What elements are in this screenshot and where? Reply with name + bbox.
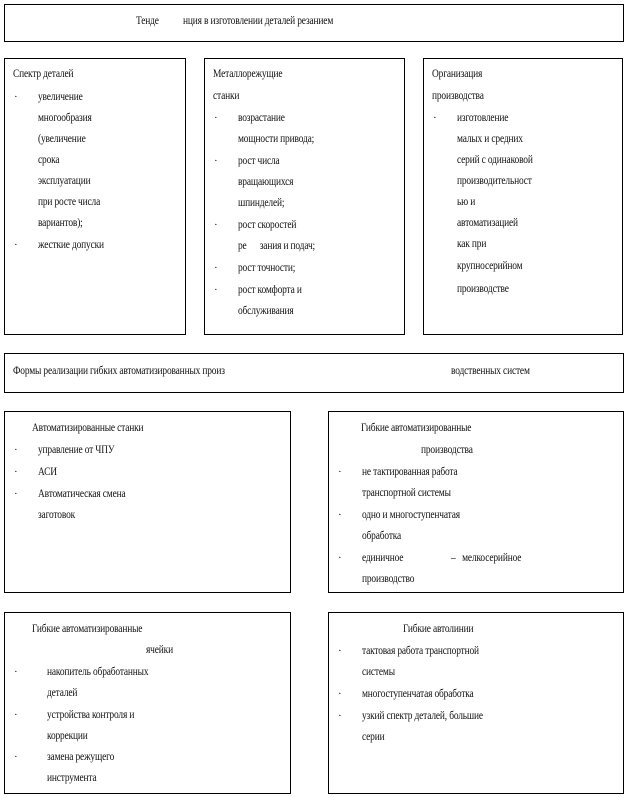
- org-item-line: производительност: [457, 175, 532, 187]
- flex-prod-item-suffix: – мелкосерийное: [451, 552, 522, 564]
- machines-item-line: вращающихся: [238, 176, 294, 188]
- bullet: ·: [338, 688, 342, 700]
- bullet: ·: [14, 751, 18, 763]
- parts-item-line: жесткие допуски: [38, 239, 104, 251]
- parts-item-line: увеличение: [38, 91, 83, 103]
- flex-prod-item-line: обработка: [362, 530, 402, 542]
- flex-prod-item-line: производство: [362, 573, 415, 585]
- bullet: ·: [14, 444, 18, 456]
- bullet: ·: [214, 155, 218, 167]
- org-item-line: как при: [457, 238, 487, 250]
- title-right: нция в изготовлении деталей резанием: [183, 15, 334, 27]
- org-item-line: ью и: [457, 196, 476, 208]
- flex-prod-heading: Гибкие автоматизированные: [361, 422, 472, 434]
- bullet: ·: [433, 112, 437, 124]
- org-item-line: серий с одинаковой: [457, 154, 533, 166]
- org-item-line: производстве: [457, 283, 509, 295]
- parts-item-line: многообразия: [38, 112, 92, 124]
- parts-item-line: вариантов);: [38, 217, 83, 229]
- bullet: ·: [338, 552, 342, 564]
- machines-item-line: рост комфорта и: [238, 284, 302, 296]
- parts-item-line: срока: [38, 154, 60, 166]
- bullet: ·: [14, 91, 18, 103]
- bullet: ·: [338, 466, 342, 478]
- machines-heading: станки: [213, 90, 240, 102]
- bullet: ·: [14, 709, 18, 721]
- bullet: ·: [214, 112, 218, 124]
- flex-cells-item-line: накопитель обработанных: [47, 666, 149, 678]
- automated-item-line: Автоматическая смена: [38, 488, 126, 500]
- bullet: ·: [338, 710, 342, 722]
- machines-item-line: рост скоростей: [238, 219, 297, 231]
- flex-cells-item-line: деталей: [47, 687, 78, 699]
- bullet: ·: [214, 284, 218, 296]
- org-item-line: малых и средних: [457, 133, 523, 145]
- automated-item-line: АСИ: [38, 466, 57, 478]
- flex-prod-item-line: не тактированная работа: [362, 466, 458, 478]
- bullet: ·: [338, 509, 342, 521]
- flex-prod-heading: производства: [421, 444, 473, 456]
- flex-lines-heading: Гибкие автолинии: [403, 623, 474, 635]
- flex-lines-item-line: серии: [362, 731, 385, 743]
- flex-lines-item-line: системы: [362, 666, 395, 678]
- flex-prod-item-line: единичное: [362, 552, 404, 564]
- flex-lines-item-line: многоступенчатая обработка: [362, 688, 474, 700]
- bullet: ·: [14, 666, 18, 678]
- automated-item-line: управление от ЧПУ: [38, 444, 115, 456]
- automated-item-line: заготовок: [38, 509, 76, 521]
- flex-cells-item-line: коррекции: [47, 730, 88, 742]
- flex-lines-item-line: узкий спектр деталей, большие: [362, 710, 483, 722]
- bullet: ·: [214, 262, 218, 274]
- forms-left: Формы реализации гибких автоматизированных произ: [13, 365, 225, 377]
- flex-cells-item-line: устройства контроля и: [47, 709, 135, 721]
- flex-cells-item-line: инструмента: [47, 772, 97, 784]
- flex-lines-item-line: тактовая работа транспортной: [362, 645, 479, 657]
- machines-item-line: рост числа: [238, 155, 280, 167]
- org-heading: производства: [432, 90, 484, 102]
- org-item-line: крупносерийном: [457, 260, 523, 272]
- bullet: ·: [14, 466, 18, 478]
- org-heading: Организация: [432, 68, 483, 80]
- parts-item-line: при росте числа: [38, 196, 101, 208]
- machines-item-line: обслуживания: [238, 305, 294, 317]
- org-item-line: автоматизацией: [457, 217, 518, 229]
- machines-item-line: шпинделей;: [238, 197, 285, 209]
- machines-item-line: возрастание: [238, 112, 285, 124]
- bullet: ·: [14, 239, 18, 251]
- flex-cells-heading: Гибкие автоматизированные: [32, 623, 143, 635]
- parts-item-line: (увеличение: [38, 133, 86, 145]
- org-item-line: изготовление: [457, 112, 509, 124]
- parts-heading: Спектр деталей: [13, 68, 74, 80]
- flex-cells-item-line: замена режущего: [47, 751, 115, 763]
- bullet: ·: [14, 488, 18, 500]
- automated-heading: Автоматизированные станки: [32, 422, 144, 434]
- parts-item-line: эксплуатации: [38, 175, 91, 187]
- flex-cells-heading: ячейки: [146, 644, 173, 656]
- machines-heading: Металлорежущие: [213, 68, 283, 80]
- flex-prod-item-line: транспортной системы: [362, 487, 451, 499]
- machines-item-line: рост точности;: [238, 262, 296, 274]
- forms-right: водственных систем: [451, 365, 530, 377]
- machines-item-line: ре зания и подач;: [238, 240, 316, 252]
- flex-prod-item-line: одно и многоступенчатая: [362, 509, 460, 521]
- title-left: Тенде: [136, 15, 159, 27]
- bullet: ·: [214, 219, 218, 231]
- bullet: ·: [338, 645, 342, 657]
- machines-item-line: мощности привода;: [238, 133, 315, 145]
